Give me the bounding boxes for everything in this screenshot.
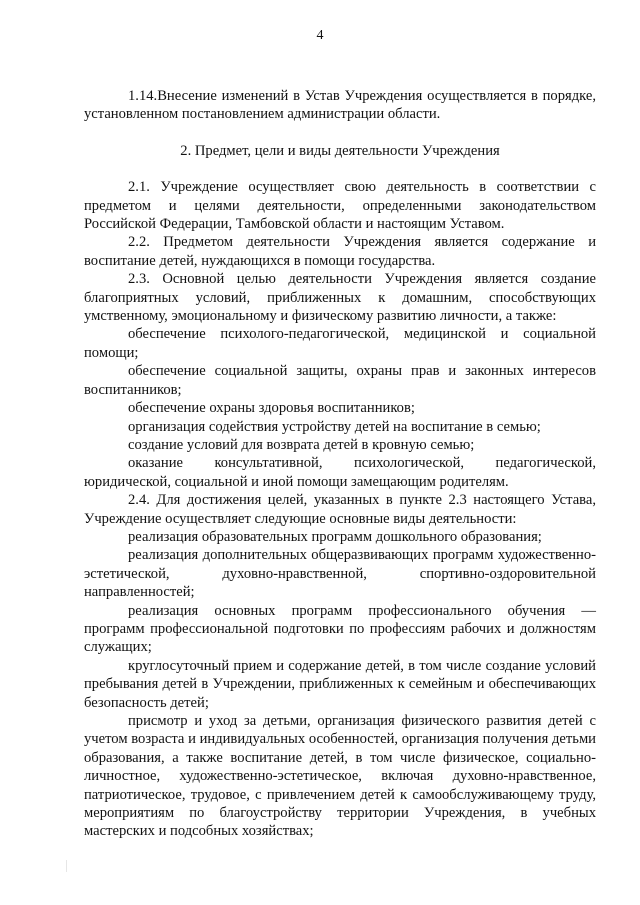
scan-mark xyxy=(66,860,67,872)
goal-item: обеспечение охраны здоровья воспитанников; xyxy=(128,400,415,417)
paragraph-2-3: 2.3. Основной целью деятельности Учреждения является создание благоприятных условий, приближенных к домашним, способствующих умственному, эмоциональному и физическому развитию личности, а также: xyxy=(84,271,596,325)
section-heading: 2. Предмет, цели и виды деятельности Учреждения xyxy=(180,142,500,159)
paragraph-2-2: 2.2. Предметом деятельности Учреждения является содержание и воспитание детей, нуждающихся в помощи государства. xyxy=(84,234,596,269)
goal-item: оказание консультативной, психологической, педагогической, юридической, социальной и иной помощи замещающим родителям. xyxy=(84,455,596,490)
activity-item: присмотр и уход за детьми, организация физического развития детей с учетом возраста и индивидуальных особенностей, организация получения детьми образования, а также воспитание детей, в том числе физическое, социально-личностное, художественно-эстетическое, включая духовно-нравственное, патриотическое, трудовое, с привлечением детей к самообслуживающему труду, мероприятиям по благоустройству территории Учреждения, в учебных мастерских и подсобных хозяйствах; xyxy=(84,713,596,840)
activity-item: круглосуточный прием и содержание детей, в том числе создание условий пребывания детей в Учреждении, приближенных к семейным и обеспечивающих безопасность детей; xyxy=(84,657,596,711)
paragraph-1-14: 1.14.Внесение изменений в Устав Учреждения осуществляется в порядке, установленном постановлением администрации области. xyxy=(84,88,596,123)
page-number: 4 xyxy=(316,28,324,43)
paragraph-2-4: 2.4. Для достижения целей, указанных в пункте 2.3 настоящего Устава, Учреждение осуществляет следующие основные виды деятельности: xyxy=(84,492,596,527)
goal-item: обеспечение социальной защиты, охраны прав и законных интересов воспитанников; xyxy=(84,363,596,398)
document-body xyxy=(84,87,596,841)
goal-item: организация содействия устройству детей на воспитание в семью; xyxy=(128,418,541,435)
activity-item: реализация дополнительных общеразвивающих программ художественно-эстетической, духовно-нравственной, спортивно-оздоровительной направленностей; xyxy=(84,547,596,601)
goal-item: создание условий для возврата детей в кровную семью; xyxy=(128,436,475,453)
activity-item: реализация образовательных программ дошкольного образования; xyxy=(128,528,542,545)
activity-item: реализация основных программ профессионального обучения — программ профессиональной подготовки по профессиям рабочих и должностям служащих; xyxy=(84,602,596,656)
goal-item: обеспечение психолого-педагогической, медицинской и социальной помощи; xyxy=(84,326,596,361)
paragraph-2-1: 2.1. Учреждение осуществляет свою деятельность в соответствии с предметом и целями деятельности, определенными законодательством Российской Федерации, Тамбовской области и настоящим Уставом. xyxy=(84,179,596,233)
